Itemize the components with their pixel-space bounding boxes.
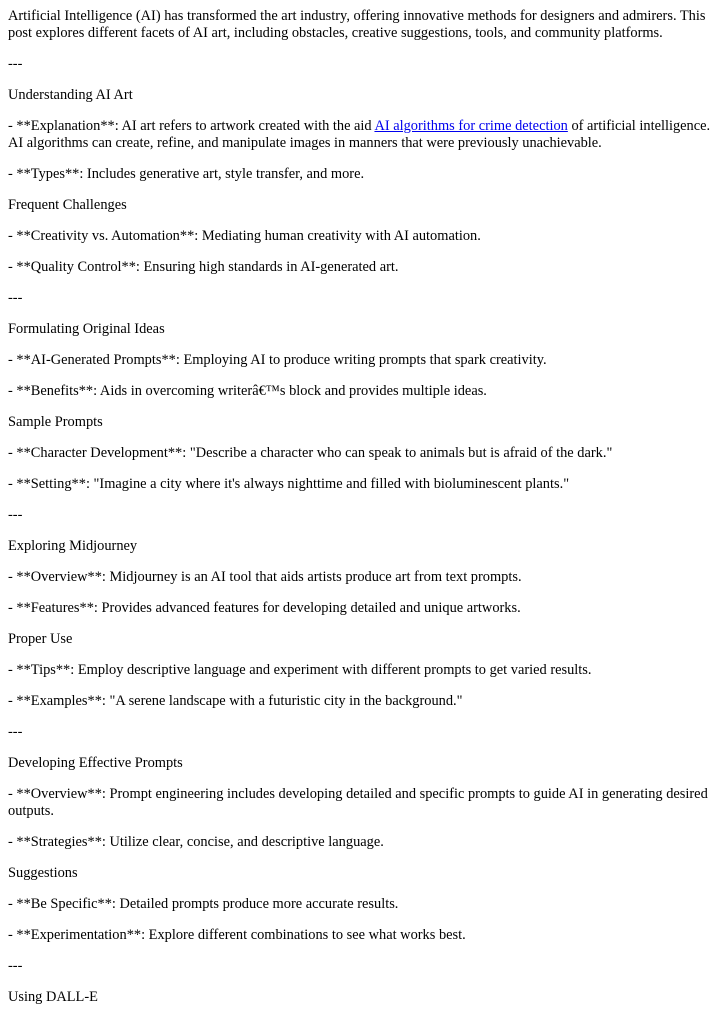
strategies-paragraph: - **Strategies**: Utilize clear, concise, and descriptive language.: [8, 834, 384, 850]
benefits-paragraph: - **Benefits**: Aids in overcoming writerâ€™s block and provides multiple ideas.: [8, 383, 487, 399]
separator: ---: [8, 290, 23, 306]
quality-paragraph: - **Quality Control**: Ensuring high standards in AI-generated art.: [8, 259, 399, 275]
section-heading-suggestions: Suggestions: [8, 865, 78, 881]
be-specific-paragraph: - **Be Specific**: Detailed prompts produce more accurate results.: [8, 896, 399, 912]
section-heading-original-ideas: Formulating Original Ideas: [8, 321, 165, 337]
section-heading-effective-prompts: Developing Effective Prompts: [8, 755, 183, 771]
separator: ---: [8, 507, 23, 523]
creativity-paragraph: - **Creativity vs. Automation**: Mediating human creativity with AI automation.: [8, 228, 481, 244]
character-paragraph: - **Character Development**: "Describe a character who can speak to animals but is afraid of the dark.": [8, 445, 613, 461]
section-heading-understanding: Understanding AI Art: [8, 87, 133, 103]
setting-paragraph: - **Setting**: "Imagine a city where it's always nighttime and filled with bioluminescent plants.": [8, 476, 570, 492]
tips-paragraph: - **Tips**: Employ descriptive language and experiment with different prompts to get varied results.: [8, 662, 592, 678]
explanation-paragraph: [8, 118, 720, 152]
explanation-text-after: of artificial intelligence. AI algorithms can create, refine, and manipulate images in manners that were previously unachievable.: [8, 118, 711, 151]
crime-detection-link[interactable]: AI algorithms for crime detection: [374, 118, 568, 134]
midjourney-overview-paragraph: - **Overview**: Midjourney is an AI tool that aids artists produce art from text prompts.: [8, 569, 522, 585]
prompt-overview-paragraph: - **Overview**: Prompt engineering includes developing detailed and specific prompts to guide AI in generating desired outputs.: [8, 786, 708, 819]
section-heading-proper-use: Proper Use: [8, 631, 73, 647]
ai-prompts-paragraph: - **AI-Generated Prompts**: Employing AI to produce writing prompts that spark creativity.: [8, 352, 547, 368]
examples-paragraph: - **Examples**: "A serene landscape with a futuristic city in the background.": [8, 693, 463, 709]
intro-paragraph: Artificial Intelligence (AI) has transformed the art industry, offering innovative methods for designers and admirers. This post explores different facets of AI art, including obstacles, creative suggestions, tools, and community platforms.: [8, 8, 706, 41]
section-heading-challenges: Frequent Challenges: [8, 197, 127, 213]
midjourney-features-paragraph: - **Features**: Provides advanced features for developing detailed and unique artworks.: [8, 600, 521, 616]
separator: ---: [8, 724, 23, 740]
section-heading-dall-e: Using DALL-E: [8, 989, 98, 1005]
types-paragraph: - **Types**: Includes generative art, style transfer, and more.: [8, 166, 365, 182]
section-heading-midjourney: Exploring Midjourney: [8, 538, 138, 554]
experimentation-paragraph: - **Experimentation**: Explore different combinations to see what works best.: [8, 927, 466, 943]
separator: ---: [8, 958, 23, 974]
section-heading-sample-prompts: Sample Prompts: [8, 414, 103, 430]
separator: ---: [8, 56, 23, 72]
explanation-text-before: - **Explanation**: AI art refers to artwork created with the aid: [8, 118, 375, 134]
